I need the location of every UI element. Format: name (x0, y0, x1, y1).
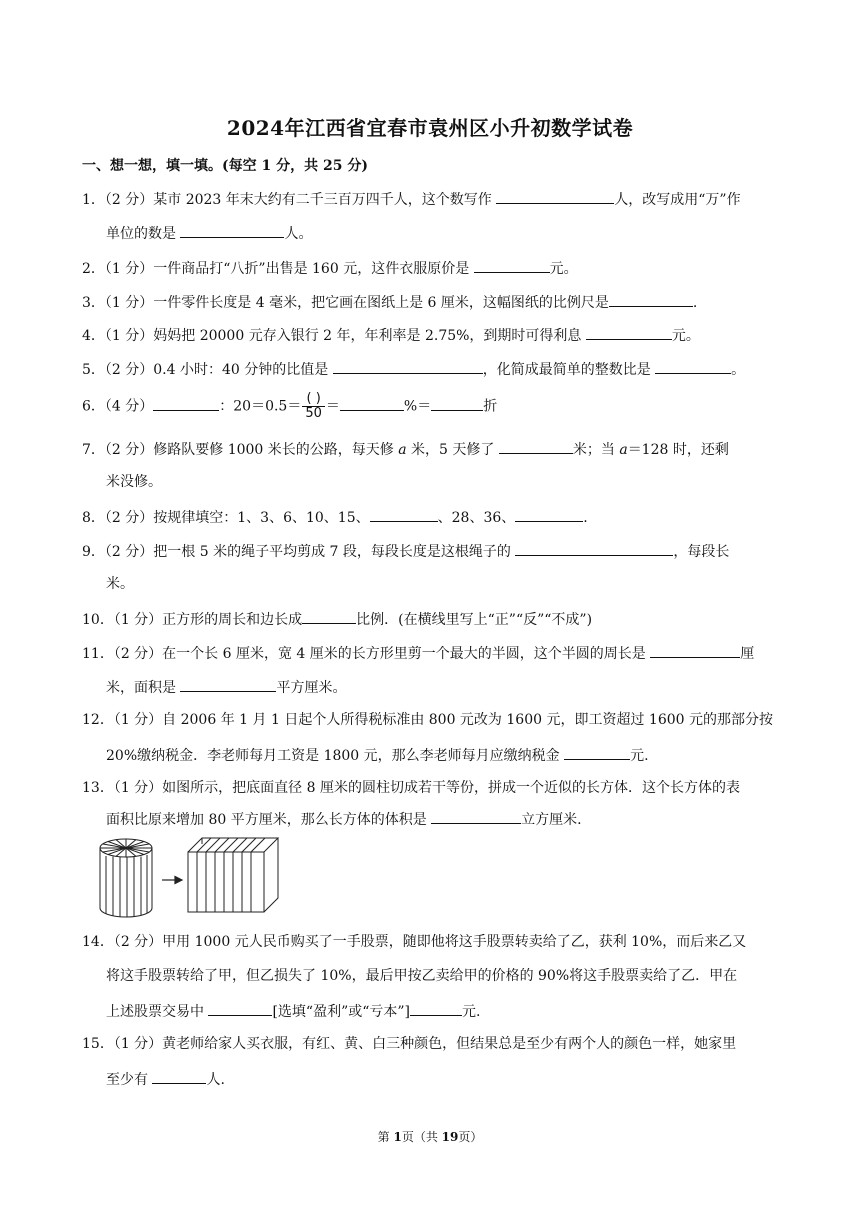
answer-blank[interactable] (515, 506, 583, 522)
question-14-line-3 (106, 1000, 806, 1022)
question-5 (82, 358, 782, 380)
question-1-line-1 (82, 188, 782, 210)
question-text: %＝ (403, 398, 432, 415)
arrow-icon (162, 877, 182, 884)
question-text: 9．（2 分）把一根 5 米的绳子平均剪成 7 段，每段长度是这根绳子的 (82, 544, 516, 560)
question-9-line-2 (106, 574, 806, 594)
answer-blank[interactable] (474, 257, 550, 273)
cuboid-shape (188, 838, 278, 912)
footer-text: 第 (377, 1130, 394, 1144)
question-text: 、28、36、 (437, 510, 516, 526)
answer-blank[interactable] (564, 744, 630, 760)
answer-blank[interactable] (655, 358, 731, 374)
answer-blank[interactable] (609, 291, 693, 307)
question-text: 米，5 天修了 (406, 442, 499, 458)
footer-text: 页） (458, 1130, 483, 1144)
question-3 (82, 291, 782, 313)
variable-a: a (398, 442, 407, 458)
answer-blank[interactable] (650, 642, 740, 658)
question-12-line-2 (106, 744, 806, 766)
question-14-line-1 (82, 932, 782, 952)
question-9-line-1 (82, 540, 782, 562)
answer-blank[interactable] (180, 676, 276, 692)
question-text: ：20＝0.5＝ (219, 398, 302, 415)
question-text: [选填“盈利”或“亏本”] (272, 1004, 411, 1020)
question-text: 元。 (549, 261, 578, 277)
question-text: 立方厘米. (521, 812, 582, 828)
question-13-line-2 (106, 808, 806, 830)
page-total: 19 (441, 1130, 459, 1144)
answer-blank[interactable] (302, 608, 356, 624)
answer-blank[interactable] (153, 395, 219, 411)
answer-blank[interactable] (410, 1000, 462, 1016)
question-text: 4．（1 分）妈妈把 20000 元存入银行 2 年，年利率是 2.75%，到期时可得利息 (82, 328, 586, 344)
cylinder-to-cuboid-figure (98, 836, 298, 920)
answer-blank[interactable] (515, 540, 673, 556)
answer-blank[interactable] (431, 395, 483, 411)
question-text: 折 (483, 398, 498, 415)
question-text: 12．（1 分）自 2006 年 1 月 1 日起个人所得税标准由 800 元改为 1600 元，即工资超过 1600 元的那部分按 (82, 712, 773, 728)
question-text: 面积比原来增加 80 平方厘米，那么长方体的体积是 (106, 812, 432, 828)
question-text: 将这手股票转给了甲，但乙损失了 10%，最后甲按乙卖给甲的价格的 90%将这手股票卖给了乙．甲在 (106, 968, 738, 984)
question-text: 8．（2 分）按规律填空：1、3、6、10、15、 (82, 510, 370, 526)
question-text: 上述股票交易中 (106, 1004, 209, 1020)
answer-blank[interactable] (586, 324, 672, 340)
question-text: 5．（2 分）0.4 小时：40 分钟的比值是 (82, 362, 333, 378)
question-text: ＝128 时，还剩 (627, 442, 729, 458)
question-text: 元. (630, 748, 649, 764)
page-number: 1 (393, 1130, 402, 1144)
question-2 (82, 257, 782, 279)
question-13-line-1 (82, 778, 782, 798)
question-text: 人. (206, 1072, 225, 1088)
question-text: 单位的数是 (106, 226, 181, 242)
question-text: . (692, 295, 698, 311)
question-text: 11．（2 分）在一个长 6 厘米，宽 4 厘米的长方形里剪一个最大的半圆，这个半圆的周长是 (82, 646, 651, 662)
question-11-line-1 (82, 642, 782, 664)
question-12-line-1 (82, 710, 782, 730)
answer-blank[interactable] (180, 222, 284, 238)
question-15-line-2 (106, 1068, 806, 1090)
question-text: ＝ (325, 398, 340, 415)
page-title: 2024年江西省宜春市袁州区小升初数学试卷 (226, 116, 634, 140)
answer-blank[interactable] (208, 1000, 272, 1016)
question-15-line-1 (82, 1034, 782, 1054)
fraction-numerator[interactable]: ( ) (302, 392, 325, 407)
question-text: 3．（1 分）一件零件长度是 4 毫米，把它画在图纸上是 6 厘米，这幅图纸的比例尺是 (82, 295, 609, 311)
question-text: 。 (731, 362, 746, 378)
question-text: ，每段长 (673, 544, 730, 560)
question-7-line-2 (106, 472, 806, 492)
answer-blank[interactable] (431, 808, 521, 824)
section-heading: 一、想一想，填一填。(每空 1 分，共 25 分) (82, 158, 368, 174)
question-text: 20%缴纳税金．李老师每月工资是 1800 元，那么李老师每月应缴纳税金 (106, 748, 565, 764)
answer-blank[interactable] (499, 438, 573, 454)
page-footer (0, 1128, 860, 1145)
question-text: 元. (462, 1004, 481, 1020)
question-text: 6．（4 分） (82, 398, 154, 415)
question-text: 厘 (740, 646, 755, 662)
question-11-line-2 (106, 676, 806, 698)
question-text: 7．（2 分）修路队要修 1000 米长的公路，每天修 (82, 442, 399, 458)
question-4 (82, 324, 782, 346)
cylinder-shape (100, 839, 152, 917)
question-10 (82, 608, 782, 630)
answer-blank[interactable] (340, 395, 404, 411)
question-text: 人，改写成用“万”作 (614, 192, 741, 208)
question-1-line-2 (106, 222, 806, 244)
question-text: 米没修。 (106, 474, 162, 490)
answer-blank[interactable] (496, 188, 614, 204)
fraction-denominator: 50 (305, 406, 322, 421)
fraction (302, 392, 325, 421)
question-text: 13．（1 分）如图所示，把底面直径 8 厘米的圆柱切成若干等份，拼成一个近似的长方体．这个长方体的表 (82, 780, 740, 796)
question-text: 元。 (671, 328, 700, 344)
answer-blank[interactable] (333, 358, 483, 374)
question-6 (82, 392, 782, 421)
question-8 (82, 506, 782, 528)
question-text: 米。 (106, 576, 134, 592)
footer-text: 页（共 (401, 1130, 442, 1144)
question-text: 米，面积是 (106, 680, 181, 696)
question-text: 人。 (284, 226, 313, 242)
question-text: 米；当 (572, 442, 620, 458)
question-text: 比例．(在横线里写上“正”“反”“不成”) (356, 612, 593, 628)
question-7-line-1 (82, 438, 782, 460)
question-text: 15．（1 分）黄老师给家人买衣服，有红、黄、白三种颜色，但结果总是至少有两个人的颜色一样，她家里 (82, 1036, 737, 1052)
question-text: 2．（1 分）一件商品打“八折”出售是 160 元，这件衣服原价是 (82, 261, 474, 277)
question-text: . (583, 510, 588, 526)
answer-blank[interactable] (370, 506, 438, 522)
question-text: 平方厘米。 (276, 680, 347, 696)
question-text: ，化简成最简单的整数比是 (482, 362, 656, 378)
question-text: 14．（2 分）甲用 1000 元人民币购买了一手股票，随即他将这手股票转卖给了乙，获利 10%，而后来乙又 (82, 934, 747, 950)
question-text: 至少有 (106, 1072, 153, 1088)
question-text: 10．（1 分）正方形的周长和边长成 (82, 612, 303, 628)
question-text: 1．（2 分）某市 2023 年末大约有二千三百万四千人，这个数写作 (82, 192, 497, 208)
question-14-line-2 (106, 966, 806, 986)
variable-a: a (619, 442, 628, 458)
answer-blank[interactable] (152, 1068, 206, 1084)
